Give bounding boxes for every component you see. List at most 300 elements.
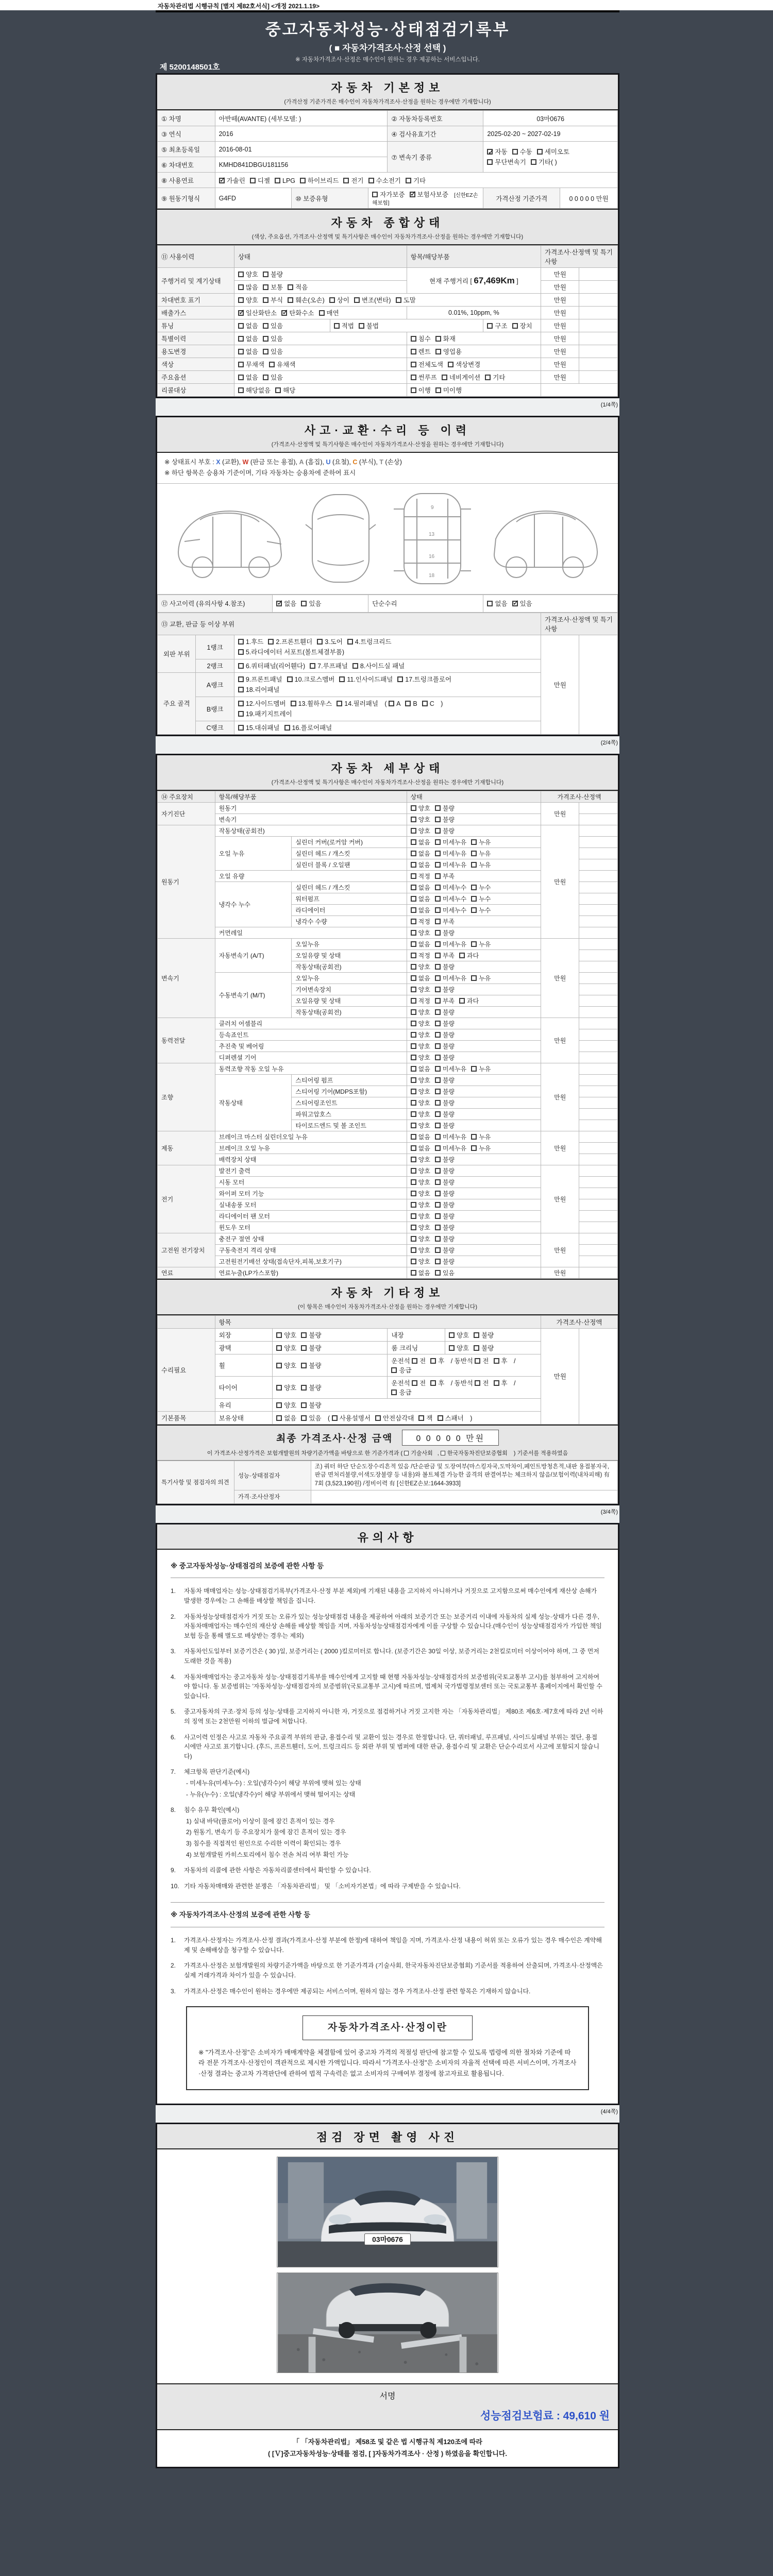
checkbox-option[interactable]: [411, 849, 430, 858]
checkbox-icon[interactable]: [435, 873, 441, 879]
checkbox-option[interactable]: [411, 917, 430, 926]
checkbox-icon[interactable]: [474, 1345, 479, 1351]
checkbox-icon[interactable]: [435, 1021, 441, 1026]
checkbox-option[interactable]: [411, 1234, 430, 1243]
checkbox-icon[interactable]: [441, 1451, 445, 1455]
checkbox-option[interactable]: [435, 1155, 455, 1164]
checkbox-icon[interactable]: [301, 1415, 307, 1421]
checkbox-option[interactable]: [435, 826, 455, 835]
checkbox-option[interactable]: [263, 347, 283, 356]
checkbox-icon[interactable]: [276, 1415, 282, 1421]
checkbox-option[interactable]: [411, 962, 430, 971]
checkbox-option[interactable]: [411, 838, 430, 846]
checkbox-icon[interactable]: [471, 941, 477, 947]
checkbox-icon[interactable]: [430, 1358, 436, 1364]
checkbox-option[interactable]: [238, 282, 258, 292]
checkbox-option[interactable]: [301, 1383, 321, 1392]
checkbox-option[interactable]: [471, 1064, 491, 1073]
checkbox-option[interactable]: [512, 147, 532, 157]
checkbox-icon[interactable]: [238, 663, 244, 669]
checkbox-option[interactable]: [404, 1449, 433, 1457]
checkbox-option[interactable]: [284, 723, 332, 732]
checkbox-option[interactable]: [435, 1132, 466, 1141]
checkbox-option[interactable]: [250, 176, 270, 185]
checkbox-icon[interactable]: [411, 362, 416, 367]
checkbox-option[interactable]: [238, 637, 264, 647]
checkbox-option[interactable]: [435, 1200, 455, 1209]
checkbox-icon[interactable]: [471, 1134, 477, 1140]
checkbox-option[interactable]: [512, 321, 532, 330]
checkbox-option[interactable]: [435, 1053, 455, 1062]
checkbox-option[interactable]: [435, 334, 456, 343]
checkbox-icon[interactable]: [435, 1089, 441, 1094]
checkbox-icon[interactable]: [411, 387, 416, 393]
checkbox-icon[interactable]: [435, 1191, 441, 1196]
checkbox-icon[interactable]: [263, 336, 268, 342]
checkbox-option[interactable]: [435, 1042, 455, 1050]
checkbox-icon[interactable]: [448, 362, 453, 367]
checkbox-option[interactable]: [276, 599, 296, 608]
checkbox-option[interactable]: [435, 1030, 455, 1039]
checkbox-icon[interactable]: [442, 375, 447, 380]
checkbox-option[interactable]: [238, 334, 258, 343]
checkbox-icon[interactable]: [411, 975, 416, 981]
checkbox-option[interactable]: [263, 269, 283, 279]
checkbox-icon[interactable]: [411, 1111, 416, 1117]
checkbox-option[interactable]: [411, 985, 430, 994]
checkbox-icon[interactable]: [334, 323, 340, 329]
checkbox-option[interactable]: [411, 360, 443, 369]
checkbox-option[interactable]: [435, 1008, 455, 1016]
checkbox-checked-icon[interactable]: [219, 178, 225, 183]
checkbox-icon[interactable]: [396, 297, 401, 303]
checkbox-icon[interactable]: [435, 851, 441, 856]
checkbox-option[interactable]: [418, 1413, 432, 1422]
checkbox-icon[interactable]: [435, 805, 441, 811]
checkbox-option[interactable]: [411, 883, 430, 892]
checkbox-option[interactable]: [238, 661, 305, 670]
checkbox-option[interactable]: [411, 1246, 430, 1255]
checkbox-icon[interactable]: [301, 1332, 307, 1338]
checkbox-icon[interactable]: [471, 885, 477, 890]
checkbox-icon[interactable]: [411, 862, 416, 868]
checkbox-icon[interactable]: [487, 159, 493, 165]
checkbox-option[interactable]: [411, 894, 430, 903]
checkbox-icon[interactable]: [435, 1145, 441, 1151]
checkbox-option[interactable]: [411, 1064, 430, 1073]
checkbox-option[interactable]: [411, 872, 430, 880]
checkbox-option[interactable]: [430, 1356, 444, 1365]
checkbox-option[interactable]: [411, 1166, 430, 1175]
checkbox-icon[interactable]: [238, 687, 244, 692]
checkbox-icon[interactable]: [411, 375, 416, 380]
checkbox-option[interactable]: [263, 321, 283, 330]
checkbox-option[interactable]: [435, 804, 455, 812]
checkbox-icon[interactable]: [268, 639, 274, 645]
checkbox-icon[interactable]: [276, 1385, 282, 1391]
checkbox-icon[interactable]: [404, 1451, 409, 1455]
checkbox-option[interactable]: [238, 685, 280, 695]
checkbox-icon[interactable]: [238, 711, 244, 717]
checkbox-icon[interactable]: [301, 1402, 307, 1408]
checkbox-option[interactable]: [238, 723, 280, 732]
checkbox-icon[interactable]: [494, 1358, 499, 1364]
checkbox-icon[interactable]: [487, 323, 493, 329]
checkbox-icon[interactable]: [411, 1202, 416, 1208]
checkbox-option[interactable]: [263, 372, 283, 382]
checkbox-option[interactable]: [411, 815, 430, 824]
checkbox-option[interactable]: [411, 1132, 430, 1141]
checkbox-option[interactable]: [411, 951, 430, 960]
checkbox-option[interactable]: [435, 883, 466, 892]
checkbox-option[interactable]: [397, 674, 451, 685]
checkbox-icon[interactable]: [411, 1021, 416, 1026]
checkbox-icon[interactable]: [435, 1202, 441, 1208]
checkbox-icon[interactable]: [435, 1123, 441, 1128]
checkbox-option[interactable]: [269, 360, 295, 369]
checkbox-icon[interactable]: [238, 323, 244, 329]
checkbox-icon[interactable]: [238, 375, 244, 380]
checkbox-option[interactable]: [435, 1234, 455, 1243]
checkbox-icon[interactable]: [411, 805, 416, 811]
checkbox-option[interactable]: [411, 1110, 430, 1118]
checkbox-option[interactable]: [276, 1361, 296, 1370]
checkbox-option[interactable]: [288, 282, 308, 292]
checkbox-icon[interactable]: [435, 885, 441, 890]
checkbox-icon[interactable]: [494, 1380, 499, 1386]
checkbox-icon[interactable]: [411, 1123, 416, 1128]
checkbox-icon[interactable]: [276, 1345, 282, 1351]
checkbox-option[interactable]: [435, 940, 466, 948]
checkbox-option[interactable]: [238, 674, 282, 685]
checkbox-icon[interactable]: [263, 272, 268, 277]
checkbox-option[interactable]: [494, 1378, 508, 1387]
checkbox-icon[interactable]: [435, 1032, 441, 1038]
checkbox-icon[interactable]: [411, 1066, 416, 1072]
checkbox-icon[interactable]: [291, 701, 296, 706]
checkbox-option[interactable]: [411, 906, 430, 914]
checkbox-option[interactable]: [487, 599, 507, 608]
checkbox-icon[interactable]: [422, 701, 428, 706]
checkbox-icon[interactable]: [310, 663, 315, 669]
checkbox-option[interactable]: [435, 1019, 455, 1028]
checkbox-icon[interactable]: [238, 725, 244, 731]
checkbox-icon[interactable]: [411, 1225, 416, 1230]
checkbox-icon[interactable]: [435, 1111, 441, 1117]
checkbox-option[interactable]: [411, 928, 430, 937]
checkbox-option[interactable]: [435, 1064, 466, 1073]
checkbox-icon[interactable]: [391, 1367, 397, 1373]
checkbox-option[interactable]: [435, 1098, 455, 1107]
checkbox-icon[interactable]: [411, 349, 416, 354]
checkbox-icon[interactable]: [238, 362, 244, 367]
checkbox-icon[interactable]: [238, 284, 244, 290]
checkbox-option[interactable]: [263, 282, 283, 292]
checkbox-option[interactable]: [435, 1246, 455, 1255]
checkbox-icon[interactable]: [263, 323, 268, 329]
checkbox-checked-icon[interactable]: [487, 149, 493, 155]
checkbox-icon[interactable]: [435, 930, 441, 936]
checkbox-icon[interactable]: [375, 1415, 381, 1421]
checkbox-option[interactable]: [288, 295, 325, 304]
checkbox-icon[interactable]: [411, 839, 416, 845]
checkbox-icon[interactable]: [347, 639, 353, 645]
checkbox-icon[interactable]: [435, 998, 441, 1004]
checkbox-icon[interactable]: [238, 649, 244, 655]
checkbox-option[interactable]: [411, 1019, 430, 1028]
checkbox-option[interactable]: [411, 1042, 430, 1050]
checkbox-option[interactable]: [435, 1178, 455, 1187]
checkbox-option[interactable]: [435, 996, 455, 1005]
checkbox-icon[interactable]: [459, 998, 465, 1004]
checkbox-icon[interactable]: [474, 1332, 479, 1338]
checkbox-icon[interactable]: [435, 1179, 441, 1185]
checkbox-option[interactable]: [263, 295, 283, 304]
checkbox-option[interactable]: [475, 1356, 489, 1365]
checkbox-option[interactable]: [238, 385, 271, 395]
checkbox-icon[interactable]: [435, 1077, 441, 1083]
checkbox-option[interactable]: [276, 1383, 296, 1392]
checkbox-icon[interactable]: [359, 323, 364, 329]
checkbox-option[interactable]: [531, 157, 557, 167]
checkbox-icon[interactable]: [411, 1236, 416, 1242]
checkbox-option[interactable]: [281, 308, 314, 317]
checkbox-icon[interactable]: [276, 1402, 282, 1408]
checkbox-icon[interactable]: [411, 1157, 416, 1162]
checkbox-option[interactable]: [332, 1413, 371, 1422]
checkbox-option[interactable]: [411, 1155, 430, 1164]
checkbox-icon[interactable]: [512, 149, 518, 155]
checkbox-option[interactable]: [471, 940, 491, 948]
checkbox-option[interactable]: [435, 917, 455, 926]
checkbox-icon[interactable]: [435, 1043, 441, 1049]
checkbox-option[interactable]: [411, 804, 430, 812]
checkbox-icon[interactable]: [411, 336, 416, 342]
checkbox-icon[interactable]: [411, 1191, 416, 1196]
checkbox-option[interactable]: [375, 1413, 414, 1422]
checkbox-icon[interactable]: [411, 1179, 416, 1185]
checkbox-option[interactable]: [435, 951, 455, 960]
checkbox-icon[interactable]: [263, 349, 268, 354]
checkbox-checked-icon[interactable]: [238, 310, 244, 316]
checkbox-icon[interactable]: [512, 323, 518, 329]
checkbox-icon[interactable]: [435, 1055, 441, 1060]
checkbox-icon[interactable]: [411, 930, 416, 936]
checkbox-checked-icon[interactable]: [512, 601, 518, 606]
checkbox-icon[interactable]: [411, 1168, 416, 1174]
checkbox-icon[interactable]: [411, 873, 416, 879]
checkbox-option[interactable]: [238, 269, 258, 279]
checkbox-icon[interactable]: [435, 1270, 441, 1276]
checkbox-icon[interactable]: [397, 676, 403, 682]
checkbox-icon[interactable]: [435, 1100, 441, 1106]
checkbox-icon[interactable]: [263, 284, 268, 290]
checkbox-icon[interactable]: [435, 839, 441, 845]
checkbox-option[interactable]: [411, 996, 430, 1005]
checkbox-icon[interactable]: [411, 1100, 416, 1106]
checkbox-option[interactable]: [317, 637, 343, 647]
checkbox-icon[interactable]: [411, 1134, 416, 1140]
checkbox-option[interactable]: [411, 1178, 430, 1187]
checkbox-icon[interactable]: [238, 272, 244, 277]
checkbox-icon[interactable]: [471, 1066, 477, 1072]
checkbox-icon[interactable]: [471, 1145, 477, 1151]
checkbox-icon[interactable]: [337, 701, 342, 706]
checkbox-option[interactable]: [411, 1121, 430, 1130]
checkbox-option[interactable]: [471, 894, 491, 903]
checkbox-icon[interactable]: [250, 178, 256, 183]
checkbox-option[interactable]: [459, 996, 479, 1005]
checkbox-option[interactable]: [435, 347, 462, 356]
checkbox-icon[interactable]: [531, 159, 536, 165]
checkbox-option[interactable]: [474, 1330, 494, 1340]
checkbox-icon[interactable]: [238, 336, 244, 342]
checkbox-icon[interactable]: [435, 828, 441, 834]
checkbox-icon[interactable]: [411, 851, 416, 856]
checkbox-option[interactable]: [339, 674, 393, 685]
checkbox-icon[interactable]: [276, 1363, 282, 1368]
checkbox-option[interactable]: [435, 1144, 466, 1153]
checkbox-option[interactable]: [359, 321, 379, 330]
checkbox-icon[interactable]: [435, 919, 441, 924]
checkbox-icon[interactable]: [411, 987, 416, 992]
checkbox-option[interactable]: [471, 1144, 491, 1153]
checkbox-option[interactable]: [471, 974, 491, 982]
checkbox-icon[interactable]: [435, 1134, 441, 1140]
checkbox-option[interactable]: [537, 147, 569, 157]
checkbox-option[interactable]: [411, 372, 437, 382]
checkbox-option[interactable]: [405, 699, 417, 709]
checkbox-option[interactable]: [300, 176, 339, 185]
checkbox-icon[interactable]: [435, 1168, 441, 1174]
checkbox-option[interactable]: [287, 674, 335, 685]
checkbox-icon[interactable]: [238, 676, 244, 682]
checkbox-icon[interactable]: [319, 310, 325, 316]
checkbox-option[interactable]: [411, 334, 431, 343]
checkbox-option[interactable]: [485, 372, 505, 382]
checkbox-icon[interactable]: [238, 387, 244, 393]
checkbox-option[interactable]: [441, 1449, 508, 1457]
checkbox-option[interactable]: [301, 1343, 321, 1352]
checkbox-icon[interactable]: [412, 1380, 417, 1386]
checkbox-icon[interactable]: [537, 149, 543, 155]
checkbox-icon[interactable]: [329, 297, 335, 303]
checkbox-icon[interactable]: [301, 1363, 307, 1368]
checkbox-option[interactable]: [238, 699, 286, 709]
checkbox-option[interactable]: [412, 1378, 426, 1387]
checkbox-option[interactable]: [411, 1223, 430, 1232]
checkbox-option[interactable]: [487, 147, 507, 157]
checkbox-option[interactable]: [334, 321, 354, 330]
checkbox-icon[interactable]: [317, 639, 323, 645]
checkbox-option[interactable]: [411, 1212, 430, 1221]
checkbox-option[interactable]: [275, 385, 295, 395]
checkbox-option[interactable]: [291, 699, 332, 709]
checkbox-option[interactable]: [435, 906, 466, 914]
checkbox-option[interactable]: [512, 599, 532, 608]
checkbox-option[interactable]: [396, 295, 416, 304]
checkbox-option[interactable]: [435, 815, 455, 824]
checkbox-icon[interactable]: [339, 676, 345, 682]
checkbox-icon[interactable]: [411, 1089, 416, 1094]
checkbox-icon[interactable]: [435, 349, 441, 354]
checkbox-icon[interactable]: [301, 1345, 307, 1351]
checkbox-option[interactable]: [319, 308, 339, 317]
checkbox-option[interactable]: [301, 599, 321, 608]
checkbox-option[interactable]: [435, 894, 466, 903]
checkbox-option[interactable]: [411, 1008, 430, 1016]
checkbox-option[interactable]: [435, 985, 455, 994]
checkbox-option[interactable]: [301, 1361, 321, 1370]
checkbox-icon[interactable]: [238, 701, 244, 706]
checkbox-icon[interactable]: [284, 725, 290, 731]
checkbox-option[interactable]: [449, 1343, 469, 1352]
checkbox-icon[interactable]: [411, 941, 416, 947]
checkbox-icon[interactable]: [435, 817, 441, 822]
checkbox-icon[interactable]: [406, 178, 411, 183]
checkbox-icon[interactable]: [435, 907, 441, 913]
checkbox-icon[interactable]: [435, 953, 441, 958]
checkbox-icon[interactable]: [485, 375, 491, 380]
checkbox-icon[interactable]: [435, 896, 441, 902]
checkbox-icon[interactable]: [435, 1066, 441, 1072]
checkbox-option[interactable]: [411, 826, 430, 835]
checkbox-icon[interactable]: [368, 178, 374, 183]
checkbox-option[interactable]: [238, 709, 292, 719]
checkbox-option[interactable]: [494, 1356, 508, 1365]
checkbox-icon[interactable]: [449, 1345, 455, 1351]
checkbox-option[interactable]: [471, 838, 491, 846]
checkbox-icon[interactable]: [411, 1145, 416, 1151]
checkbox-option[interactable]: [337, 699, 378, 709]
checkbox-option[interactable]: [411, 974, 430, 982]
checkbox-option[interactable]: [459, 951, 479, 960]
checkbox-option[interactable]: [435, 838, 466, 846]
checkbox-option[interactable]: [448, 360, 480, 369]
checkbox-icon[interactable]: [263, 297, 268, 303]
checkbox-icon[interactable]: [411, 1009, 416, 1015]
checkbox-icon[interactable]: [411, 828, 416, 834]
checkbox-option[interactable]: [411, 1268, 430, 1277]
checkbox-icon[interactable]: [435, 862, 441, 868]
checkbox-icon[interactable]: [405, 701, 411, 706]
checkbox-icon[interactable]: [435, 387, 441, 393]
checkbox-icon[interactable]: [411, 1043, 416, 1049]
checkbox-icon[interactable]: [411, 907, 416, 913]
checkbox-option[interactable]: [442, 372, 480, 382]
checkbox-icon[interactable]: [435, 1225, 441, 1230]
checkbox-icon[interactable]: [435, 975, 441, 981]
checkbox-option[interactable]: [430, 1378, 444, 1387]
checkbox-icon[interactable]: [435, 1157, 441, 1162]
checkbox-option[interactable]: [435, 1212, 455, 1221]
checkbox-icon[interactable]: [411, 1055, 416, 1060]
checkbox-option[interactable]: [487, 321, 507, 330]
checkbox-option[interactable]: [435, 1110, 455, 1118]
checkbox-option[interactable]: [435, 1121, 455, 1130]
checkbox-option[interactable]: [474, 1343, 494, 1352]
checkbox-option[interactable]: [435, 1268, 455, 1277]
checkbox-option[interactable]: [310, 661, 348, 670]
checkbox-option[interactable]: [435, 849, 466, 858]
checkbox-option[interactable]: [475, 1378, 489, 1387]
checkbox-icon[interactable]: [438, 1415, 443, 1421]
checkbox-checked-icon[interactable]: [281, 310, 287, 316]
checkbox-icon[interactable]: [471, 839, 477, 845]
checkbox-option[interactable]: [411, 1098, 430, 1107]
checkbox-icon[interactable]: [471, 896, 477, 902]
checkbox-icon[interactable]: [238, 297, 244, 303]
